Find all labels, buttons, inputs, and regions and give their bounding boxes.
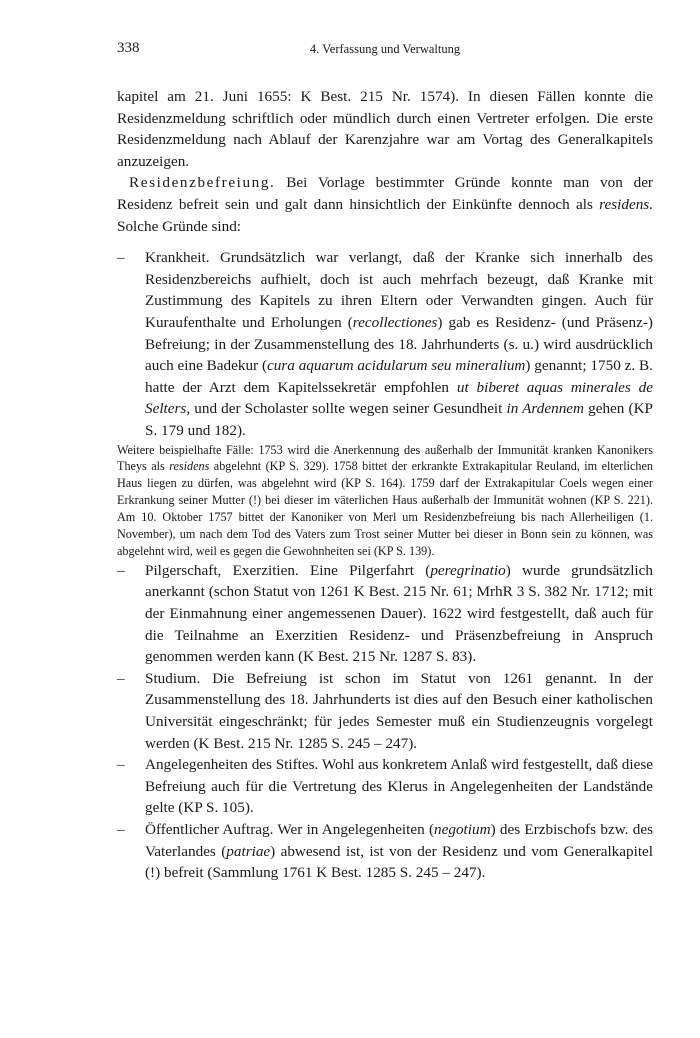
item-text: ) genannt; 1750 z. B. hatte der Arzt dem Kapitelssekretär empfohlen [145, 357, 653, 396]
latin-term: cura aquarum acidularum seu mineralium [267, 357, 526, 375]
list-dash: – [117, 669, 125, 687]
list-item-stift [117, 754, 653, 819]
list-dash: – [117, 561, 125, 579]
item-text: gehen (KP S. 179 und 182). [145, 400, 653, 439]
item-text: ) des Erzbischofs bzw. des Vaterlandes ( [145, 820, 653, 860]
list-dash: – [117, 249, 125, 267]
item-text: Studium. Die Befreiung ist schon im Statut von 1261 genannt. In der Zusammenstellung des 18. Jahrhunderts ist dies auf den Besuch einer katholischen Universität eingeschränkt; für jedes Semester muß ein Studienzeugnis vorgelegt werden (K Best. 215 Nr. 1285 S. 245 – 247). [145, 669, 653, 752]
list-dash: – [117, 820, 125, 838]
latin-term: residens [169, 459, 210, 474]
list-item-studium [117, 668, 653, 754]
reasons-list [117, 247, 653, 441]
small-print-note [117, 442, 653, 560]
running-head [117, 40, 653, 62]
page-body [117, 86, 653, 884]
item-text: , und der Scholaster sollte wegen seiner Gesundheit [186, 400, 507, 418]
latin-term: in Ardennem [506, 400, 585, 418]
list-item-krankheit [117, 247, 653, 441]
paragraph-text: Bei Vorlage bestimmter Gründe konnte man von der Residenz befreit sein und galt dann hinsichtlich der Einkünfte dennoch als [117, 174, 653, 213]
section-heading: Residenzbefreiung. [129, 174, 276, 192]
reasons-list-continued [117, 560, 653, 884]
item-text: ) wurde grundsätzlich anerkannt (schon Statut von 1261 K Best. 215 Nr. 61; MrhR 3 S. 382 Nr. 1712; mit der Einmahnung einer angemessenen Dauer). 1622 wird festgestellt, daß auch für die Teilnahme an Exerzitien Residenz- und Präsenzbefreiung in Anspruch genommen werden kann (K Best. 215 Nr. 1287 S. 83). [145, 561, 653, 666]
list-item-auftrag [117, 819, 653, 884]
item-text: Angelegenheiten des Stiftes. Wohl aus konkretem Anlaß wird festgestellt, daß diese Befreiung auch für die Vertretung des Klerus in Angelegenheiten der Landstände gelte (KP S. 105). [145, 756, 654, 817]
paragraph-text: Solche Gründe sind: [117, 217, 242, 235]
item-text: Öffentlicher Auftrag. Wer in Angelegenheiten ( [145, 820, 435, 838]
item-text: Krankheit. Grundsätzlich war verlangt, daß der Kranke sich innerhalb des Residenzbereichs aufhielt, doch ist auch mehrfach bezeugt, daß Kranke mit Zustimmung des Kapitels zu ihren Eltern oder Verwandten gingen. Auch für Kuraufenthalte und Erholungen ( [145, 249, 653, 331]
latin-term: peregrinatio [430, 561, 506, 579]
list-dash: – [117, 756, 125, 774]
paragraph-continuation: kapitel am 21. Juni 1655: K Best. 215 Nr. 1574). In diesen Fällen konnte die Residenzmeldung schriftlich oder mündlich durch einen Vertreter erfolgen. Die erste Residenzmeldung nach Ablauf der Karenzjahre war am Vortag des Generalkapitels anzuzeigen. [117, 88, 653, 170]
page-number: 338 [117, 40, 140, 56]
running-title: 4. Verfassung und Verwaltung [309, 42, 461, 56]
note-text: abgelehnt (KP S. 329). 1758 bittet der erkrankte Extrakapitular Reuland, im elterlichen Haus liegen zu dürfen, was abgelehnt wird (KP S. 164). 1759 darf der Extrakapitular Coels wegen einer Erkrankung seiner Mutter (!) bei dieser im väterlichen Haus außerhalb der Immunität wohnen (KP S. 221). Am 10. Oktober 1757 bittet der Kanoniker von Merl um Residenzbefreiung bis nach Allerheiligen (1. November), um nach dem Tod des Vaters zum Trost seiner Mutter bei dieser in Bonn sein zu können, was abgelehnt wird, weil es gegen die Gewohnheiten sei (KP S. 139). [117, 459, 654, 558]
item-text: ) abwesend ist, ist von der Residenz und vom Generalkapitel (!) befreit (Sammlung 1761 K Best. 1285 S. 245 – 247). [145, 842, 653, 882]
item-text: Pilgerschaft, Exerzitien. Eine Pilgerfahrt ( [145, 561, 431, 579]
latin-term: ut biberet aquas minerales de Selters [145, 378, 653, 418]
note-text: Weitere beispielhafte Fälle: 1753 wird die Anerkennung des außerhalb der Immunität kranken Kanonikers Theys als [117, 442, 653, 474]
latin-term: negotium [434, 820, 491, 838]
latin-term: recollectiones [352, 313, 438, 331]
list-item-pilgerschaft [117, 560, 653, 668]
paragraph-residenzbefreiung [117, 172, 653, 237]
item-text: ) gab es Residenz- (und Präsenz-) Befreiung; in der Zusammenstellung des 18. Jahrhunderts (s. u.) wird ausdrücklich auch eine Badekur ( [145, 313, 653, 375]
latin-term: residens. [599, 195, 653, 213]
latin-term: patriae [226, 842, 271, 860]
